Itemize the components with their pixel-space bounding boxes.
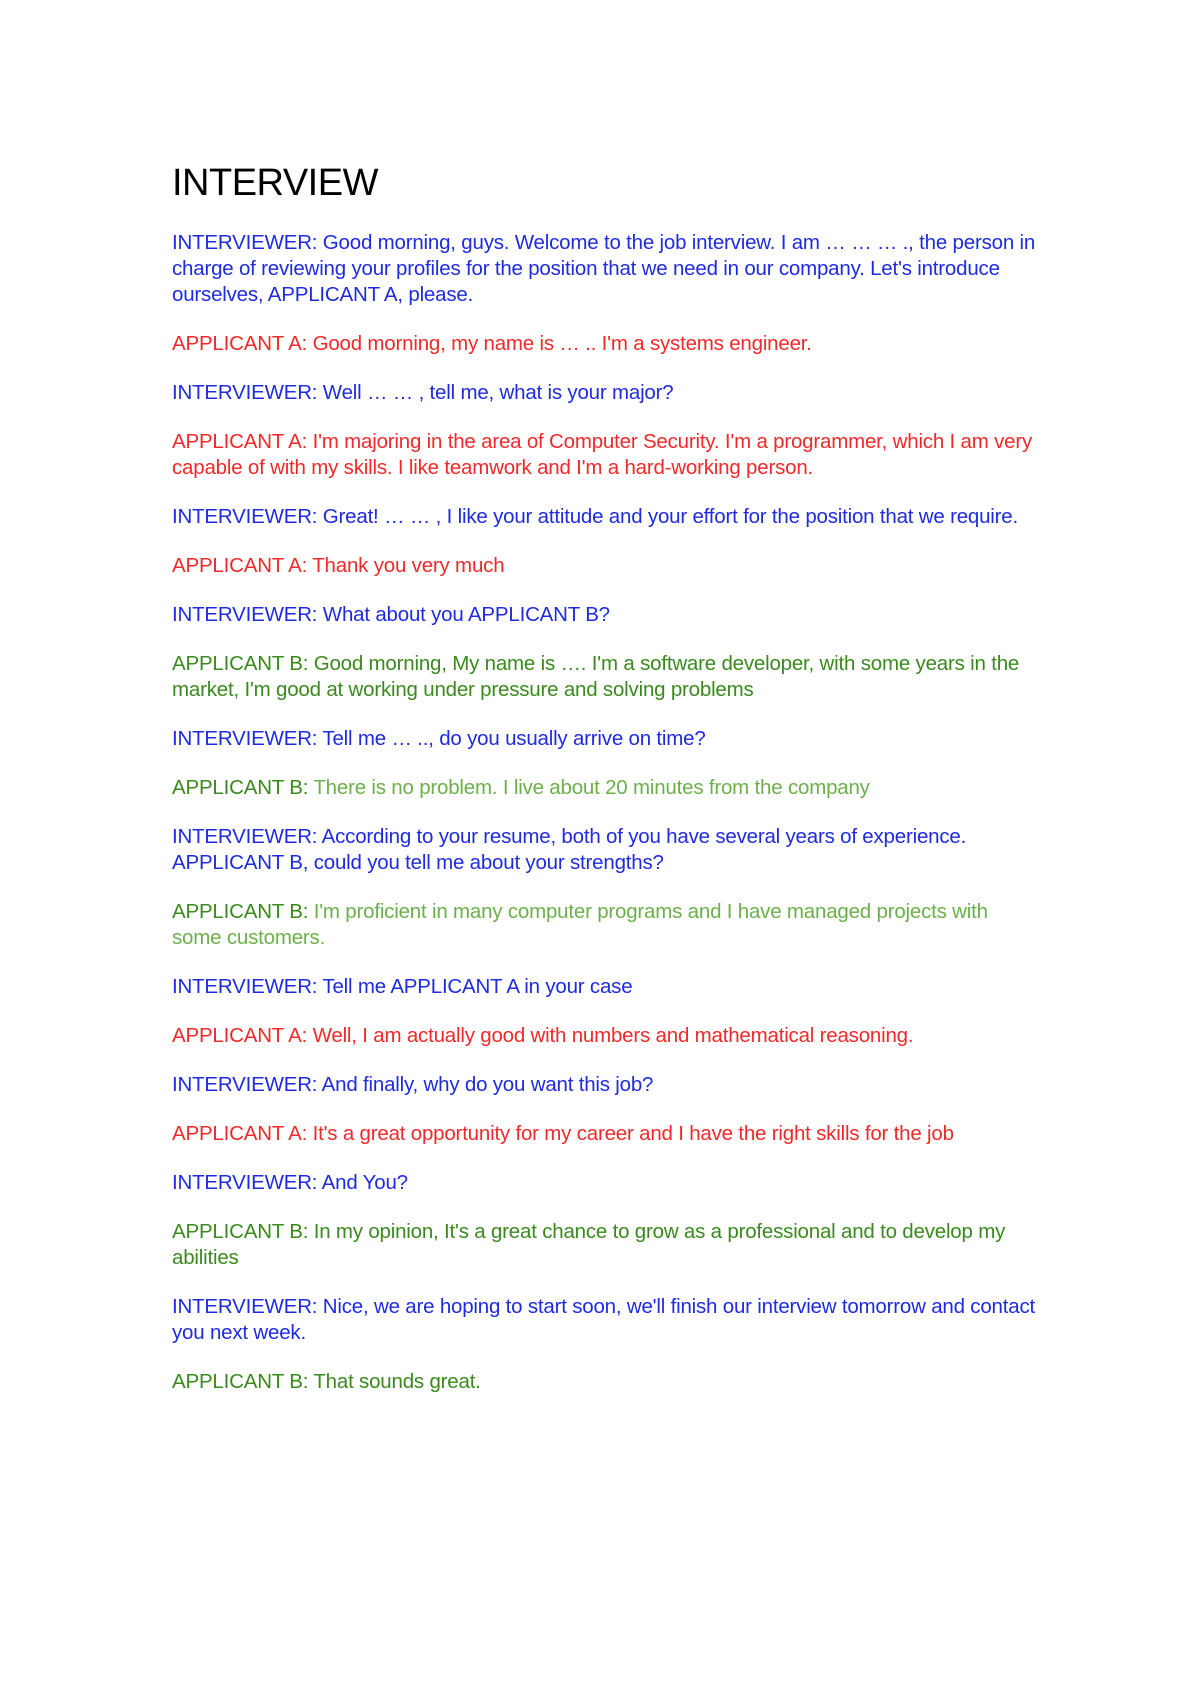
speaker-label: INTERVIEWER: — [172, 824, 318, 848]
speaker-label: INTERVIEWER: — [172, 602, 318, 626]
dialogue-line — [172, 1369, 1042, 1395]
speaker-label: INTERVIEWER: — [172, 1072, 318, 1096]
line-text: I'm proficient in many computer programs and I have managed projects with some customers. — [172, 899, 988, 949]
dialogue-line — [172, 1072, 1042, 1098]
line-text: In my opinion, It's a great chance to grow as a professional and to develop my abilities — [172, 1219, 1006, 1269]
speaker-label: INTERVIEWER: — [172, 504, 318, 528]
dialogue-line — [172, 899, 1042, 951]
speaker-label: INTERVIEWER: — [172, 726, 318, 750]
dialogue-line — [172, 775, 1042, 801]
line-text: Well, I am actually good with numbers and mathematical reasoning. — [307, 1023, 914, 1047]
dialogue-line — [172, 1294, 1042, 1346]
speaker-label: APPLICANT B: — [172, 775, 309, 799]
dialogue-line — [172, 824, 1042, 876]
dialogue-line — [172, 553, 1042, 579]
line-text: That sounds great. — [308, 1369, 481, 1393]
speaker-label: APPLICANT A: — [172, 553, 308, 577]
speaker-label: INTERVIEWER: — [172, 380, 318, 404]
line-text: And finally, why do you want this job? — [317, 1072, 654, 1096]
dialogue-line — [172, 651, 1042, 703]
document-page — [172, 162, 1042, 1418]
speaker-label: INTERVIEWER: — [172, 1294, 318, 1318]
dialogue-line — [172, 429, 1042, 481]
line-text: There is no problem. I live about 20 minutes from the company — [308, 775, 870, 799]
dialogue-line — [172, 1170, 1042, 1196]
speaker-label: APPLICANT A: — [172, 1023, 308, 1047]
dialogue-line — [172, 1121, 1042, 1147]
speaker-label: INTERVIEWER: — [172, 1170, 318, 1194]
speaker-label: INTERVIEWER: — [172, 974, 318, 998]
dialogue-line — [172, 504, 1042, 530]
line-text: Good morning, my name is … .. I'm a systems engineer. — [307, 331, 812, 355]
dialogue-line — [172, 726, 1042, 752]
line-text: Well … … , tell me, what is your major? — [317, 380, 674, 404]
document-title: INTERVIEW — [172, 162, 378, 204]
dialogue-line — [172, 1219, 1042, 1271]
dialogue-line — [172, 1023, 1042, 1049]
speaker-label: APPLICANT A: — [172, 1121, 308, 1145]
line-text: Good morning, My name is …. I'm a software developer, with some years in the market, I'm good at working under pressure and solving problems — [172, 651, 1020, 701]
dialogue-line — [172, 974, 1042, 1000]
speaker-label: APPLICANT B: — [172, 899, 309, 923]
line-text: I'm majoring in the area of Computer Security. I'm a programmer, which I am very capable of with my skills. I like teamwork and I'm a hard-working person. — [172, 429, 1033, 479]
dialogue-line — [172, 380, 1042, 406]
line-text: Good morning, guys. Welcome to the job interview. I am … … … ., the person in charge of reviewing your profiles for the position that we need in our company. Let's introduce ourselves, APPLICANT A, please. — [172, 230, 1036, 306]
line-text: Tell me … .., do you usually arrive on time? — [317, 726, 706, 750]
dialogue-line — [172, 230, 1042, 308]
speaker-label: APPLICANT B: — [172, 1219, 309, 1243]
dialogue-line — [172, 331, 1042, 357]
line-text: Great! … … , I like your attitude and your effort for the position that we require. — [317, 504, 1018, 528]
line-text: What about you APPLICANT B? — [317, 602, 610, 626]
dialogue — [172, 230, 1042, 1395]
line-text: Thank you very much — [307, 553, 505, 577]
line-text: According to your resume, both of you have several years of experience. APPLICANT B, could you tell me about your strengths? — [172, 824, 967, 874]
line-text: Tell me APPLICANT A in your case — [317, 974, 633, 998]
speaker-label: APPLICANT B: — [172, 651, 309, 675]
speaker-label: APPLICANT B: — [172, 1369, 309, 1393]
dialogue-line — [172, 602, 1042, 628]
speaker-label: APPLICANT A: — [172, 331, 308, 355]
speaker-label: INTERVIEWER: — [172, 230, 318, 254]
line-text: It's a great opportunity for my career and I have the right skills for the job — [307, 1121, 954, 1145]
speaker-label: APPLICANT A: — [172, 429, 308, 453]
line-text: And You? — [317, 1170, 408, 1194]
line-text: Nice, we are hoping to start soon, we'll finish our interview tomorrow and contact you next week. — [172, 1294, 1035, 1344]
